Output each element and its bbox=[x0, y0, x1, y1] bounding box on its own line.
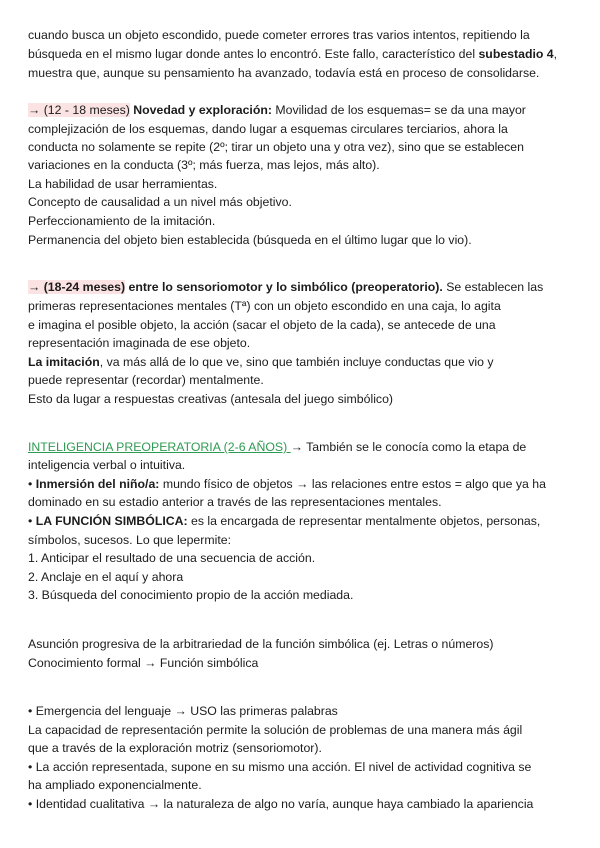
text-line: Perfeccionamiento de la imitación. bbox=[28, 214, 216, 228]
bold-term: LA FUNCIÓN SIMBÓLICA: bbox=[35, 514, 188, 528]
text-line: La habilidad de usar herramientas. bbox=[28, 177, 218, 191]
text-line: Concepto de causalidad a un nivel más objetivo. bbox=[28, 195, 292, 209]
section-title: entre lo sensoriomotor y lo simbólico (preoperatorio). bbox=[125, 280, 443, 294]
bullet: • bbox=[28, 514, 36, 528]
section-title: Novedad y exploración: bbox=[129, 103, 272, 117]
bullet-line: • La acción representada, supone en su mismo una acción. El nivel de actividad cognitiva se bbox=[28, 760, 532, 774]
bullet-line bbox=[28, 476, 546, 492]
bold-term: La imitación bbox=[28, 355, 100, 369]
text-line: símbolos, sucesos. Lo que lepermite: bbox=[28, 533, 232, 547]
section-heading bbox=[28, 102, 526, 118]
list-item: 3. Búsqueda del conocimiento propio de la acción mediada. bbox=[28, 588, 354, 602]
bullet-line: • Emergencia del lenguaje → USO las primeras palabras bbox=[28, 704, 338, 718]
text-line: Permanencia del objeto bien establecida (búsqueda en el último lugar que lo vio). bbox=[28, 233, 472, 247]
text-span: búsqueda en el mismo lugar donde antes lo encontró. Este fallo, característico del bbox=[28, 47, 479, 61]
text-line: primeras representaciones mentales (Tª) con un objeto escondido en una caja, lo agita bbox=[28, 299, 501, 313]
text-line: complejización de los esquemas, dando lugar a esquemas circulares terciarios, ahora la bbox=[28, 122, 508, 136]
text-span: , va más allá de lo que ve, sino que también incluye conductas que vio y bbox=[99, 355, 494, 369]
text-line: La capacidad de representación permite la solución de problemas de una manera más ágil bbox=[28, 723, 523, 737]
age-range-text: → (18-24 meses) bbox=[28, 280, 126, 294]
text-span: mundo físico de objetos → las relaciones entre estos = algo que ya ha bbox=[159, 477, 546, 491]
text-line: dominado en su estadio anterior a través de las representaciones mentales. bbox=[28, 495, 442, 509]
text-line: Conocimiento formal → Función simbólica bbox=[28, 656, 259, 670]
text-line: Asunción progresiva de la arbitrariedad de la función simbólica (ej. Letras o números) bbox=[28, 637, 494, 651]
text-span: Movilidad de los esquemas= se da una mayor bbox=[271, 103, 526, 117]
text-line: que a través de la exploración motriz (sensoriomotor). bbox=[28, 741, 322, 755]
text-line: muestra que, aunque su pensamiento ha avanzado, todavía está en proceso de consolidarse. bbox=[28, 66, 540, 80]
text-span: → También se le conocía como la etapa de bbox=[290, 440, 527, 454]
text-span: , bbox=[553, 47, 558, 61]
bullet: • bbox=[28, 477, 36, 491]
text-line: representación imaginada de ese objeto. bbox=[28, 336, 251, 350]
text-line: e imagina el posible objeto, la acción (sacar el objeto de la cada), se antecede de una bbox=[28, 318, 496, 332]
text-line bbox=[28, 46, 557, 62]
section-heading bbox=[28, 279, 543, 295]
section-heading bbox=[28, 439, 526, 455]
text-line: Esto da lugar a respuestas creativas (antesala del juego simbólico) bbox=[28, 392, 394, 406]
section-title-link[interactable]: INTELIGENCIA PREOPERATORIA (2-6 AÑOS) bbox=[28, 440, 291, 454]
bold-term: subestadio 4 bbox=[478, 47, 554, 61]
text-line: puede representar (recordar) mentalmente. bbox=[28, 373, 264, 387]
text-line: cuando busca un objeto escondido, puede cometer errores tras varios intentos, repitiendo la bbox=[28, 28, 530, 42]
text-line: ha ampliado exponencialmente. bbox=[28, 778, 202, 792]
list-item: 1. Anticipar el resultado de una secuencia de acción. bbox=[28, 551, 316, 565]
text-line: inteligencia verbal o intuitiva. bbox=[28, 458, 186, 472]
bold-term: Inmersión del niño/a: bbox=[35, 477, 160, 491]
text-span: Se establecen las bbox=[442, 280, 544, 294]
bullet-line bbox=[28, 513, 540, 529]
text-line bbox=[28, 354, 494, 370]
list-item: 2. Anclaje en el aquí y ahora bbox=[28, 570, 184, 584]
text-line: conducta no solamente se repite (2º; tirar un objeto una y otra vez), sino que se establecen bbox=[28, 140, 524, 154]
bullet-line: • Identidad cualitativa → la naturaleza de algo no varía, aunque haya cambiado la apariencia bbox=[28, 797, 534, 811]
text-span: es la encargada de representar mentalmente objetos, personas, bbox=[187, 514, 541, 528]
age-range-highlight: → (12 - 18 meses) bbox=[28, 103, 130, 117]
age-range-highlight bbox=[28, 280, 125, 294]
text-line: variaciones en la conducta (3º; más fuerza, mas lejos, más alto). bbox=[28, 158, 380, 172]
